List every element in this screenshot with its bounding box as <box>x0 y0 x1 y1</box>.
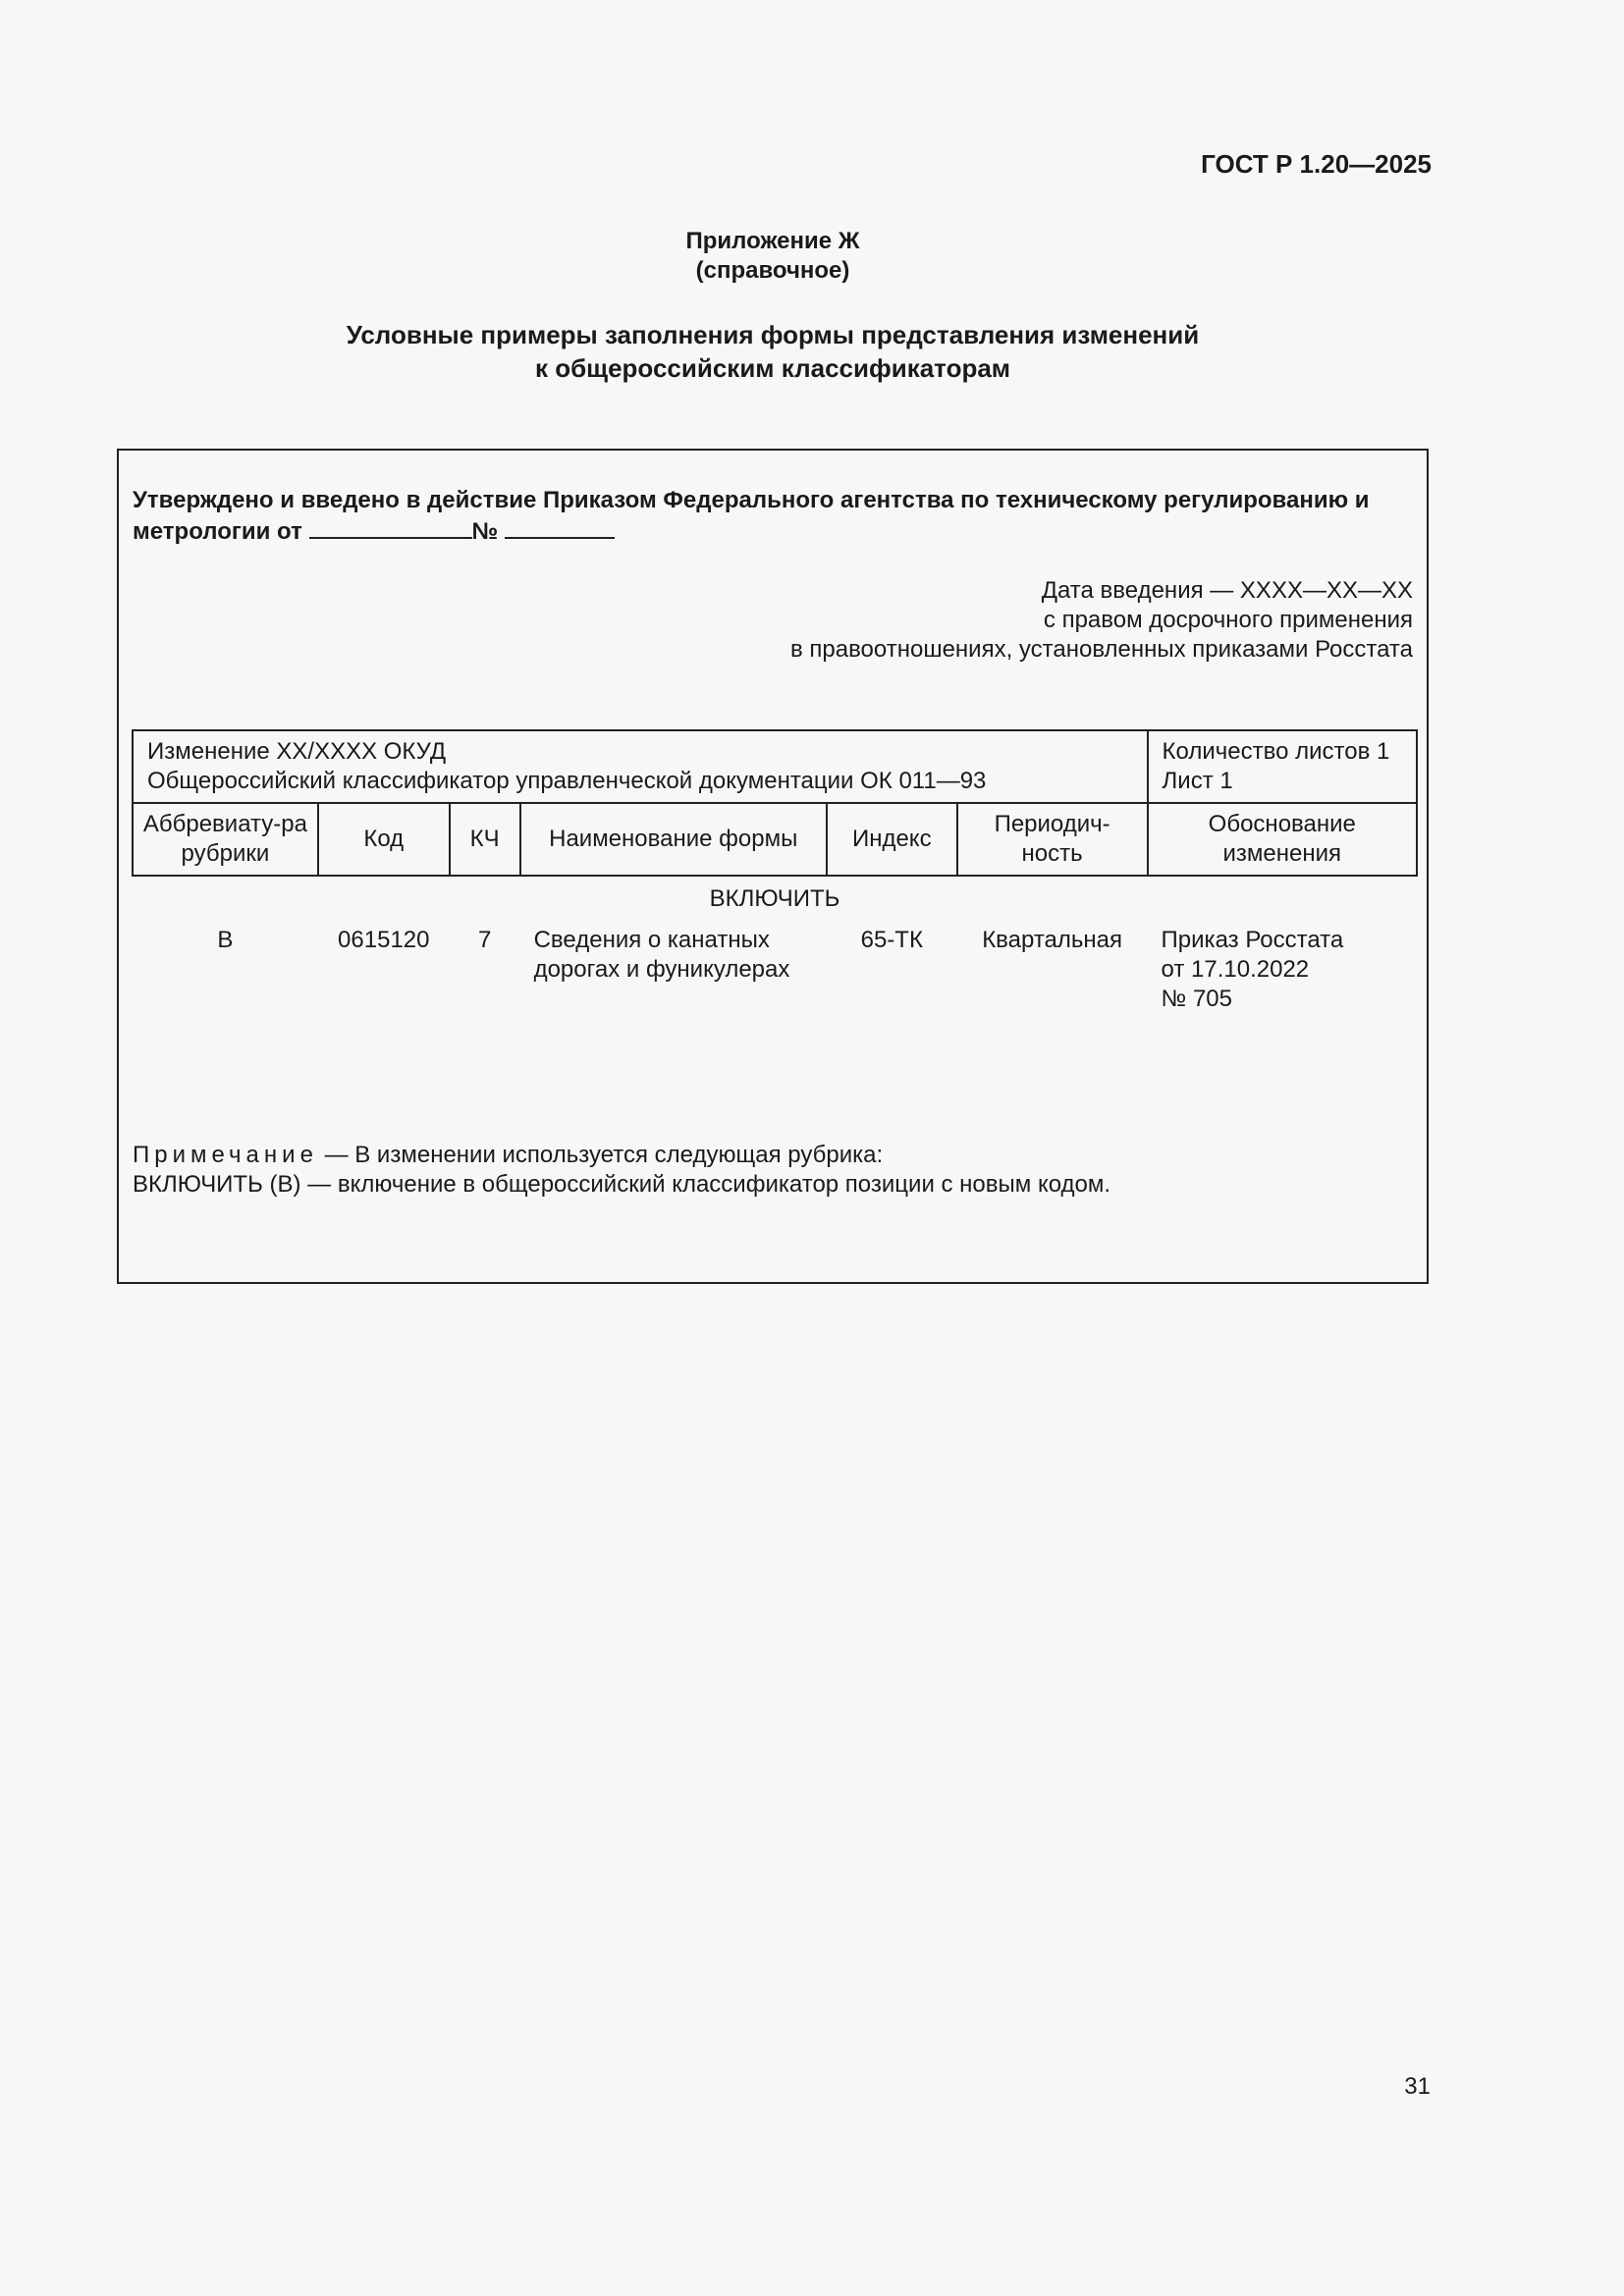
cell-code: 0615120 <box>338 927 430 953</box>
page-number: 31 <box>1404 2073 1431 2100</box>
change-table <box>132 729 1418 1020</box>
sheet-number: Лист 1 <box>1162 768 1233 794</box>
approval-statement <box>133 486 1419 547</box>
table-row <box>133 920 1417 1020</box>
col-form-name: Наименование формы <box>520 803 827 876</box>
standard-code: ГОСТ Р 1.20—2025 <box>1201 149 1432 179</box>
classifier-name: Общероссийский классификатор управленческой документации ОК 011—93 <box>147 768 987 794</box>
cell-periodicity: Квартальная <box>982 927 1123 953</box>
note-text: — В изменении используется следующая рубрика: <box>317 1142 884 1168</box>
approval-text: Утверждено и введено в действие Приказом Федерального агентства по техническому регулированию и метрологии от <box>133 487 1370 545</box>
sheets-count: Количество листов 1 <box>1162 738 1390 765</box>
appendix-subtitle: (справочное) <box>695 257 850 284</box>
note-line1 <box>133 1141 1419 1170</box>
cell-index: 65-ТК <box>860 927 923 953</box>
appendix-title: Приложение Ж <box>685 228 860 254</box>
col-code: Код <box>318 803 450 876</box>
intro-date-line3: в правоотношениях, установленных приказами Росстата <box>789 636 1413 663</box>
change-title-cell <box>133 730 1148 803</box>
number-blank <box>505 515 615 539</box>
change-header-row <box>133 730 1417 803</box>
intro-date-line2: с правом досрочного применения <box>1043 607 1413 633</box>
appendix-heading <box>0 318 1545 385</box>
note-line2: ВКЛЮЧИТЬ (В) — включение в общероссийский классификатор позиции с новым кодом. <box>133 1171 1111 1198</box>
sheets-cell <box>1148 730 1417 803</box>
cell-justification <box>1148 920 1417 1020</box>
change-form-frame <box>117 449 1429 1284</box>
justification-line1: Приказ Росстата <box>1161 927 1344 953</box>
date-blank <box>309 515 472 539</box>
section-row <box>133 876 1417 920</box>
intro-date-line1: Дата введения — XXXX—XX—XX <box>1041 577 1413 604</box>
change-id: Изменение XX/XXXX ОКУД <box>147 738 447 765</box>
cell-form-name: Сведения о канатных дорогах и фуникулерах <box>533 927 790 983</box>
cell-abbr: В <box>217 927 234 953</box>
appendix-title-block <box>0 227 1545 286</box>
number-sign: № <box>471 518 499 545</box>
cell-kch: 7 <box>477 927 492 953</box>
note-label: Примечание <box>133 1142 318 1168</box>
col-kch: КЧ <box>450 803 520 876</box>
appendix-heading-line2: к общероссийским классификаторам <box>534 353 1011 383</box>
section-label: ВКЛЮЧИТЬ <box>709 885 840 912</box>
justification-line2: от 17.10.2022 <box>1161 956 1310 983</box>
note-block <box>133 1141 1419 1200</box>
column-header-row <box>133 803 1417 876</box>
justification-line3: № 705 <box>1161 986 1233 1012</box>
intro-date-block <box>790 576 1413 665</box>
appendix-heading-line1: Условные примеры заполнения формы представления изменений <box>346 320 1200 349</box>
col-abbr: Аббревиату-ра рубрики <box>133 803 318 876</box>
col-justification: Обоснование изменения <box>1148 803 1417 876</box>
col-periodicity: Периодич-ность <box>957 803 1148 876</box>
col-index: Индекс <box>827 803 957 876</box>
